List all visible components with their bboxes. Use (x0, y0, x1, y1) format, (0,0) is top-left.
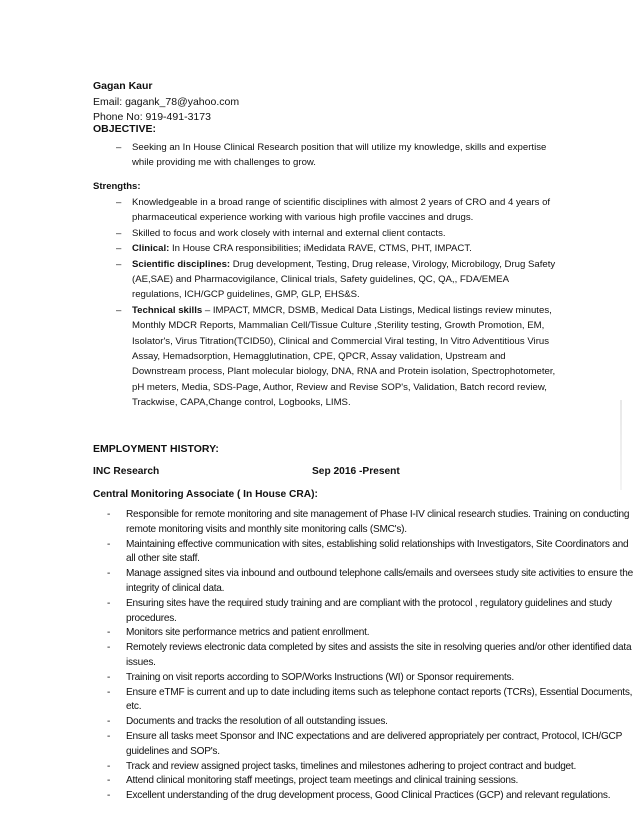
dash-bullet: - (107, 730, 111, 742)
list-item (107, 597, 637, 627)
responsibility-text: Responsible for remote monitoring and site management of Phase I-IV clinical research studies. Training on conducting remote monitoring visits and monthly site monitoring calls (SMC's). (126, 509, 630, 535)
responsibility-text: Monitors site performance metrics and patient enrollment. (126, 627, 370, 639)
dash-bullet: - (107, 597, 111, 609)
responsibility-text: Ensure all tasks meet Sponsor and INC expectations and are delivered appropriately per contract, Protocol, ICH/GCP guidelines and SOP's. (126, 730, 622, 757)
dash-bullet: – (116, 197, 122, 208)
responsibility-text: Training on visit reports according to SOP/Works Instructions (WI) or Sponsor requirements. (126, 671, 514, 683)
strengths-list (116, 195, 556, 411)
dash-bullet: - (107, 775, 111, 787)
employment-dates: Sep 2016 -Present (312, 466, 400, 477)
responsibility-text: Documents and tracks the resolution of all outstanding issues. (126, 716, 388, 728)
responsibility-text: Ensure eTMF is current and up to date including items such as telephone contact reports (TCRs), Essential Documents, etc. (126, 686, 633, 713)
objective-text: Seeking an In House Clinical Research position that will utilize my knowledge, skills and expertise while providing me with challenges to grow. (132, 142, 547, 169)
strength-text: Knowledgeable in a broad range of scientific disciplines with almost 2 years of CRO and 4 years of pharmaceutical experience working with various high profile vaccines and drugs. (132, 197, 551, 224)
list-item (107, 715, 637, 730)
edge-mark (620, 400, 622, 490)
objective-heading: OBJECTIVE: (93, 123, 157, 135)
responsibility-text: Excellent understanding of the drug development process, Good Clinical Practices (GCP) and relevant regulations. (126, 790, 611, 802)
dash-bullet: - (107, 790, 111, 802)
company-name: INC Research (93, 466, 160, 477)
list-item (116, 195, 556, 226)
list-item (107, 626, 637, 641)
responsibility-text: Attend clinical monitoring staff meetings, project team meetings and clinical training sessions. (126, 775, 519, 787)
dash-bullet: - (107, 671, 111, 683)
list-item (116, 241, 556, 256)
dash-bullet: - (107, 760, 111, 772)
phone-line: Phone No: 919-491-3173 (93, 111, 211, 123)
list-item (107, 567, 637, 597)
dash-bullet: - (107, 538, 111, 550)
dash-bullet: - (107, 642, 111, 654)
list-item (107, 789, 637, 804)
candidate-name: Gagan Kaur (93, 80, 153, 92)
list-item (116, 140, 556, 171)
employment-heading: EMPLOYMENT HISTORY: (93, 443, 219, 455)
dash-bullet: - (107, 568, 111, 580)
dash-bullet: - (107, 686, 111, 698)
responsibility-text: Remotely reviews electronic data completed by sites and assists the site in resolving queries and/or other identified data issues. (126, 642, 632, 668)
list-item (107, 730, 637, 760)
objective-list (116, 140, 556, 171)
strengths-heading: Strengths: (93, 181, 141, 192)
responsibilities-list (107, 508, 637, 804)
list-item (107, 774, 637, 789)
dash-bullet: - (107, 627, 111, 639)
responsibility-text: Maintaining effective communication with sites, establishing solid relationships with Investigators, Site Coordinators and all other site staff. (126, 538, 629, 565)
strength-label: Technical skills (132, 304, 203, 316)
email-line: Email: gagank_78@yahoo.com (93, 96, 240, 108)
dash-bullet: - (107, 716, 111, 728)
list-item (116, 257, 556, 303)
list-item (107, 641, 637, 671)
dash-bullet: - (107, 509, 111, 520)
strength-text: In House CRA responsibilities; iMedidata RAVE, CTMS, PHT, IMPACT. (169, 243, 472, 255)
strength-text: Skilled to focus and work closely with internal and external client contacts. (132, 227, 446, 239)
list-item (107, 686, 637, 716)
list-item (107, 760, 637, 775)
responsibility-text: Track and review assigned project tasks, timelines and milestones adhering to project contract and budget. (126, 760, 577, 772)
strength-text: – IMPACT, MMCR, DSMB, Medical Data Listings, Medical listings review minutes, Monthly MDCR Reports, Mammalian Cell/Tissue Culture ,Sterility testing, Growth Promotion, EM, Isolator's, Virus Titration(TCID50), Clinical and Commercial Viral testing, In Vitro Adventitious Virus Assay, Hemadsorption, Hemagglutination, CPE, QPCR, Assay validation, Upstream and Downstream process, Plant molecular biology, DNA, RNA and Protein isolation, Spectrophotometer, pH meters, Media, SDS-Page, Author, Review and Revise SOP's, Validation, Batch record review, Trackwise, CAPA,Change control, Logbooks, LIMS. (132, 304, 556, 409)
list-item (107, 538, 637, 568)
list-item (107, 508, 637, 538)
list-item (116, 226, 556, 241)
dash-bullet: – (116, 258, 122, 270)
strength-text: Drug development, Testing, Drug release, Virology, Microbilogy, Drug Safety (AE,SAE) and Pharmacovigilance, Clinical trials, Safety guidelines, QC, QA,, FDA/EMEA regulations, ICH/GCP guidelines, GMP, GLP, EHS&S. (132, 258, 556, 301)
dash-bullet: – (116, 304, 122, 316)
responsibility-text: Manage assigned sites via inbound and outbound telephone calls/emails and oversees study site activities to ensure the integrity of clinical data. (126, 568, 633, 594)
dash-bullet: – (116, 243, 122, 255)
job-title: Central Monitoring Associate ( In House CRA): (93, 489, 318, 500)
strength-label: Scientific disciplines: (132, 258, 231, 270)
list-item (116, 303, 556, 411)
dash-bullet: – (116, 227, 122, 239)
list-item (107, 671, 637, 686)
responsibility-text: Ensuring sites have the required study training and are compliant with the protocol , regulatory guidelines and study procedures. (126, 597, 612, 624)
strength-label: Clinical: (132, 243, 170, 255)
dash-bullet: – (116, 142, 122, 153)
